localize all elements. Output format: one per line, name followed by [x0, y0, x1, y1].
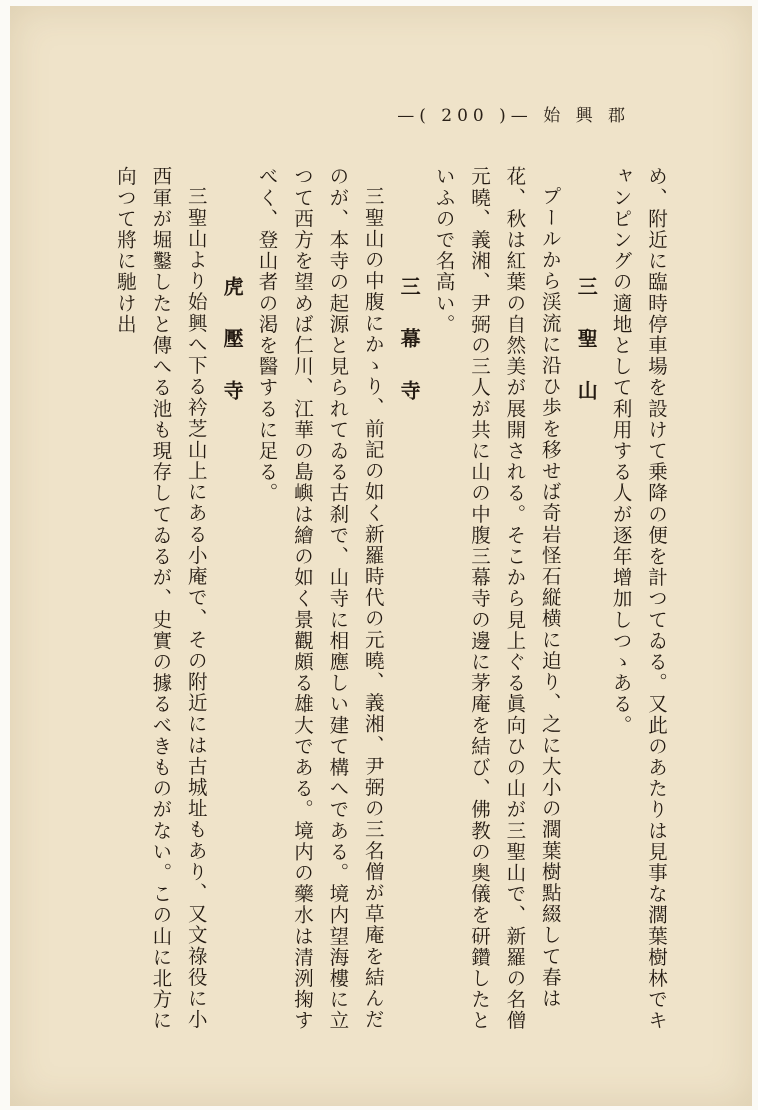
book-page	[10, 6, 752, 1106]
county-name: 始 興 郡	[543, 106, 630, 126]
page-number: —( 200 )—	[397, 106, 533, 126]
paragraph-continuation: め、附近に臨時停車場を設けて乗降の便を計つてゐる。又此のあたりは見事な濶葉樹林でキャンピングの適地として利用する人が逐年增加しつゝある。	[609, 166, 668, 1032]
running-header	[397, 101, 630, 126]
section-heading-hoapsa: 虎壓寺	[220, 276, 245, 432]
vertical-text-body	[74, 166, 674, 1046]
section-heading-sammaksa: 三幕寺	[397, 276, 422, 432]
paragraph-hoapsa: 三聖山より始興へ下る衿芝山上にある小庵で、その附近には古城址もあり、又文祿役に小西軍が堀鑿したと傳へる池も現存してゐるが、史實の據るべきものがない。この山に北方に向つて將に馳け出	[113, 166, 208, 1032]
paragraph-sammaksa: 三聖山の中腹にかゝり、前記の如く新羅時代の元曉、義湘、尹弼の三名僧が草庵を結んだのが、本寺の起源と見られてゐる古刹で、山寺に相應しい建て構へである。境内望海樓に立つて西方を望めば仁川、江華の島嶼は繪の如く景觀頗る雄大である。境内の藥水は清洌掬すべく、登山者の渇を醫するに足る。	[255, 166, 385, 1032]
paragraph-samseongsan: プールから渓流に沿ひ歩を移せば奇岩怪石縦横に迫り、之に大小の濶葉樹點綴して春は花、秋は紅葉の自然美が展開される。そこから見上ぐる眞向ひの山が三聖山で、新羅の名僧元曉、義湘、尹弼の三人が共に山の中腹三幕寺の邊に茅庵を結び、佛教の奥儀を研鑽したといふので名高い。	[432, 166, 562, 1032]
section-heading-samseongsan: 三聖山	[574, 276, 599, 432]
